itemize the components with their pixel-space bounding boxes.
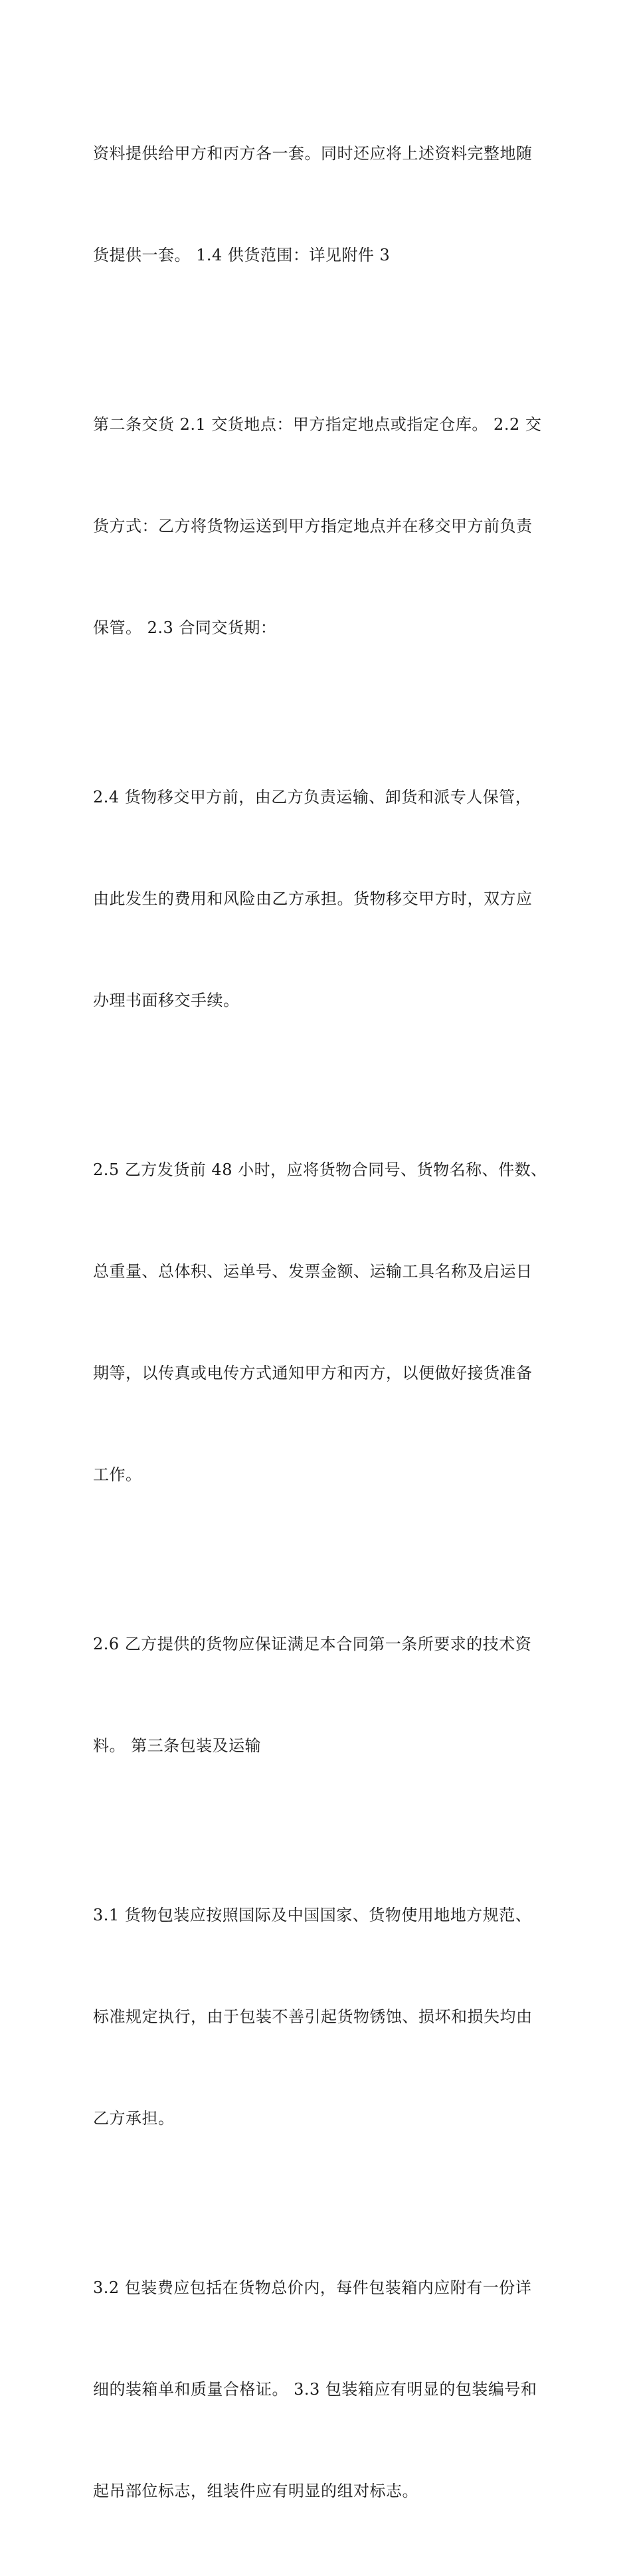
text-line: 3.1 货物包装应按照国际及中国国家、货物使用地地方规范、 <box>93 1906 532 1924</box>
paragraph-article-2-delivery <box>93 340 545 713</box>
document-body <box>93 69 545 2576</box>
paragraph-3-1 <box>93 1831 545 2203</box>
text-line: 细的装箱单和质量合格证。 3.3 包装箱应有明显的包装编号和 <box>93 2380 537 2399</box>
text-line: 工作。 <box>93 1465 142 1484</box>
paragraph-1-4-supply-scope <box>93 69 545 340</box>
text-line: 起吊部位标志，组装件应有明显的组对标志。 <box>93 2482 418 2500</box>
text-line: 总重量、总体积、运单号、发票金额、运输工具名称及启运日 <box>93 1262 533 1281</box>
text-line: 由此发生的费用和风险由乙方承担。货物移交甲方时，双方应 <box>93 889 533 908</box>
paragraph-2-6 <box>93 1560 545 1831</box>
text-line: 期等，以传真或电传方式通知甲方和丙方，以便做好接货准备 <box>93 1364 533 1382</box>
text-line: 料。 第三条包装及运输 <box>93 1736 262 1755</box>
text-line: 2.6 乙方提供的货物应保证满足本合同第一条所要求的技术资 <box>93 1635 532 1653</box>
text-line: 资料提供给甲方和丙方各一套。同时还应将上述资料完整地随 <box>93 144 533 163</box>
paragraph-3-2 <box>93 2203 545 2576</box>
text-line: 办理书面移交手续。 <box>93 991 240 1010</box>
text-line: 乙方承担。 <box>93 2109 175 2128</box>
text-line: 标准规定执行，由于包装不善引起货物锈蚀、损坏和损失均由 <box>93 2007 533 2026</box>
text-line: 2.5 乙方发货前 48 小时，应将货物合同号、货物名称、件数、 <box>93 1160 547 1179</box>
text-line: 2.4 货物移交甲方前，由乙方负责运输、卸货和派专人保管， <box>93 788 532 806</box>
text-line: 第二条交货 2.1 交货地点：甲方指定地点或指定仓库。 2.2 交 <box>93 415 542 434</box>
text-line: 货方式：乙方将货物运送到甲方指定地点并在移交甲方前负责 <box>93 517 533 535</box>
text-line: 货提供一套。 1.4 供货范围：详见附件 3 <box>93 246 391 264</box>
text-line: 保管。 2.3 合同交货期： <box>93 618 277 637</box>
paragraph-2-4 <box>93 713 545 1085</box>
text-line: 3.2 包装费应包括在货物总价内，每件包装箱内应附有一份详 <box>93 2278 532 2297</box>
paragraph-2-5 <box>93 1085 545 1560</box>
